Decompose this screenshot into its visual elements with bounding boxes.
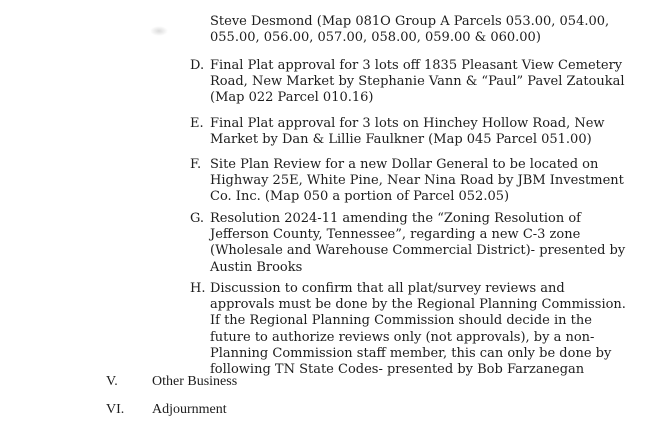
text-line: Market by Dan & Lillie Faulkner (Map 045 Parcel 051.00) [210, 132, 592, 148]
text-line: Jefferson County, Tennessee”, regarding a new C-3 zone [210, 227, 581, 243]
text-line: approvals must be done by the Regional Planning Commission. [210, 297, 626, 313]
item-letter-d: D. [190, 58, 205, 73]
item-e-text [210, 116, 610, 148]
text-line: Discussion to confirm that all plat/survey reviews and [210, 281, 565, 296]
text-line: (Wholesale and Warehouse Commercial District)- presented by [210, 243, 626, 259]
text-line: Road, New Market by Stephanie Vann & “Paul” Pavel Zatoukal [210, 74, 625, 90]
item-letter-h: H. [190, 281, 206, 296]
item-f-text [210, 157, 624, 206]
text-line: Highway 25E, White Pine, Near Nina Road by JBM Investment [210, 173, 624, 189]
text-line: Steve Desmond (Map 081O Group A Parcels 053.00, 054.00, [210, 14, 610, 29]
section-numeral-v: V. [106, 374, 118, 389]
text-line: Site Plan Review for a new Dollar General to be located on [210, 157, 599, 172]
scan-smudge [150, 26, 168, 36]
section-title-adjournment: Adjournment [152, 402, 227, 417]
item-d-text [210, 58, 625, 107]
section-numeral-vi: VI. [106, 402, 125, 417]
item-letter-e: E. [190, 116, 204, 131]
text-line: (Map 022 Parcel 010.16) [210, 90, 374, 106]
text-line: future to authorize reviews only (not approvals), by a non- [210, 329, 595, 345]
text-line: Final Plat approval for 3 lots on Hinchey Hollow Road, New [210, 116, 605, 131]
text-line: 055.00, 056.00, 057.00, 058.00, 059.00 & 060.00) [210, 30, 541, 46]
item-g-text [210, 211, 626, 276]
text-line: Planning Commission staff member, this can only be done by [210, 345, 612, 361]
item-letter-g: G. [190, 211, 205, 226]
text-line: If the Regional Planning Commission should decide in the [210, 313, 592, 329]
text-line: following TN State Codes- presented by Bob Farzanegan [210, 362, 585, 378]
text-line: Resolution 2024-11 amending the “Zoning Resolution of [210, 211, 581, 226]
section-title-other-business: Other Business [152, 374, 238, 389]
text-line: Austin Brooks [210, 259, 303, 275]
continued-item-text [210, 14, 610, 46]
item-h-text [210, 281, 626, 378]
text-line: Final Plat approval for 3 lots off 1835 Pleasant View Cemetery [210, 58, 623, 73]
text-line: Co. Inc. (Map 050 a portion of Parcel 052.05) [210, 189, 510, 205]
item-letter-f: F. [190, 157, 202, 172]
